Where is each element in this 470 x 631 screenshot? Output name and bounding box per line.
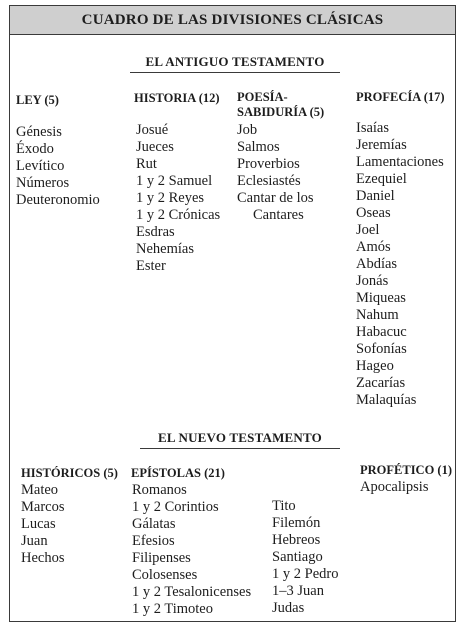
list-item: Tito (272, 498, 296, 514)
list-item: Mateo (21, 482, 59, 498)
poesia-book-list (237, 122, 314, 224)
list-item: Malaquías (356, 392, 417, 408)
list-item: 1 y 2 Crónicas (136, 207, 221, 223)
list-item: Nahum (356, 307, 399, 323)
new-testament-rule (140, 448, 340, 449)
historia-book-list (136, 122, 220, 275)
epistolas-book-list-1 (132, 482, 251, 618)
poesia-heading (237, 90, 324, 120)
list-item: Ester (136, 258, 166, 274)
list-item: Génesis (16, 124, 62, 140)
list-item: Esdras (136, 224, 175, 240)
list-item: Juan (21, 533, 48, 549)
list-item: Cantar de los (237, 190, 314, 206)
old-testament-rule (130, 72, 340, 73)
list-item: Números (16, 175, 70, 191)
list-item: Joel (356, 222, 380, 238)
list-item: Rut (136, 156, 157, 172)
profecia-book-list (356, 120, 444, 409)
list-item: Habacuc (356, 324, 407, 340)
list-item: 1 y 2 Reyes (136, 190, 205, 206)
list-item: 1 y 2 Pedro (272, 566, 339, 582)
list-item: Efesios (132, 533, 175, 549)
list-item: 1 y 2 Tesalonicenses (132, 584, 252, 600)
table-title: CUADRO DE LAS DIVISIONES CLÁSICAS (10, 6, 455, 35)
list-item: Lucas (21, 516, 56, 532)
list-item: Salmos (237, 139, 280, 155)
historicos-book-list (21, 482, 65, 567)
profecia-heading: PROFECÍA (17) (356, 90, 445, 104)
epistolas-heading: EPÍSTOLAS (21) (131, 466, 225, 480)
list-item: Sofonías (356, 341, 407, 357)
profetico-book-list (360, 479, 428, 496)
list-item: Cantares (253, 207, 304, 223)
list-item: Apocalipsis (360, 479, 429, 495)
list-item: Hebreos (272, 532, 321, 548)
ley-book-list (16, 124, 100, 209)
list-item: Proverbios (237, 156, 300, 172)
list-item: Zacarías (356, 375, 406, 391)
list-item: Oseas (356, 205, 391, 221)
list-item: Gálatas (132, 516, 176, 532)
list-item: Romanos (132, 482, 187, 498)
list-item: Abdías (356, 256, 398, 272)
list-item: 1 y 2 Timoteo (132, 601, 213, 617)
list-item: Jueces (136, 139, 174, 155)
list-item: Hechos (21, 550, 65, 566)
list-item: Isaías (356, 120, 390, 136)
list-item: Deuteronomio (16, 192, 100, 208)
list-item: Eclesiastés (237, 173, 301, 189)
list-item: Judas (272, 600, 305, 616)
new-testament-heading: EL NUEVO TESTAMENTO (158, 430, 322, 445)
historia-heading: HISTORIA (12) (134, 91, 220, 105)
historicos-heading: HISTÓRICOS (5) (21, 466, 118, 480)
list-item: 1 y 2 Samuel (136, 173, 213, 189)
list-item: Santiago (272, 549, 323, 565)
list-item: Daniel (356, 188, 395, 204)
profetico-heading: PROFÉTICO (1) (360, 463, 453, 477)
list-item: Lamentaciones (356, 154, 444, 170)
list-item: 1–3 Juan (272, 583, 324, 599)
ley-heading: LEY (5) (16, 93, 59, 107)
poesia-heading-line1: POESÍA- (237, 90, 288, 104)
list-item: Job (237, 122, 258, 138)
old-testament-heading: EL ANTIGUO TESTAMENTO (145, 54, 325, 69)
list-item: 1 y 2 Corintios (132, 499, 219, 515)
list-item: Marcos (21, 499, 65, 515)
poesia-heading-line2: SABIDURÍA (5) (237, 105, 325, 119)
list-item: Nehemías (136, 241, 194, 257)
list-item: Levítico (16, 158, 65, 174)
list-item: Ezequiel (356, 171, 407, 187)
list-item: Josué (136, 122, 169, 138)
epistolas-book-list-2 (272, 498, 338, 617)
list-item: Filemón (272, 515, 321, 531)
list-item: Colosenses (132, 567, 198, 583)
list-item: Hageo (356, 358, 394, 374)
list-item: Miqueas (356, 290, 406, 306)
list-item: Jonás (356, 273, 389, 289)
list-item: Filipenses (132, 550, 191, 566)
list-item: Jeremías (356, 137, 407, 153)
list-item: Éxodo (16, 141, 54, 157)
list-item: Amós (356, 239, 391, 255)
